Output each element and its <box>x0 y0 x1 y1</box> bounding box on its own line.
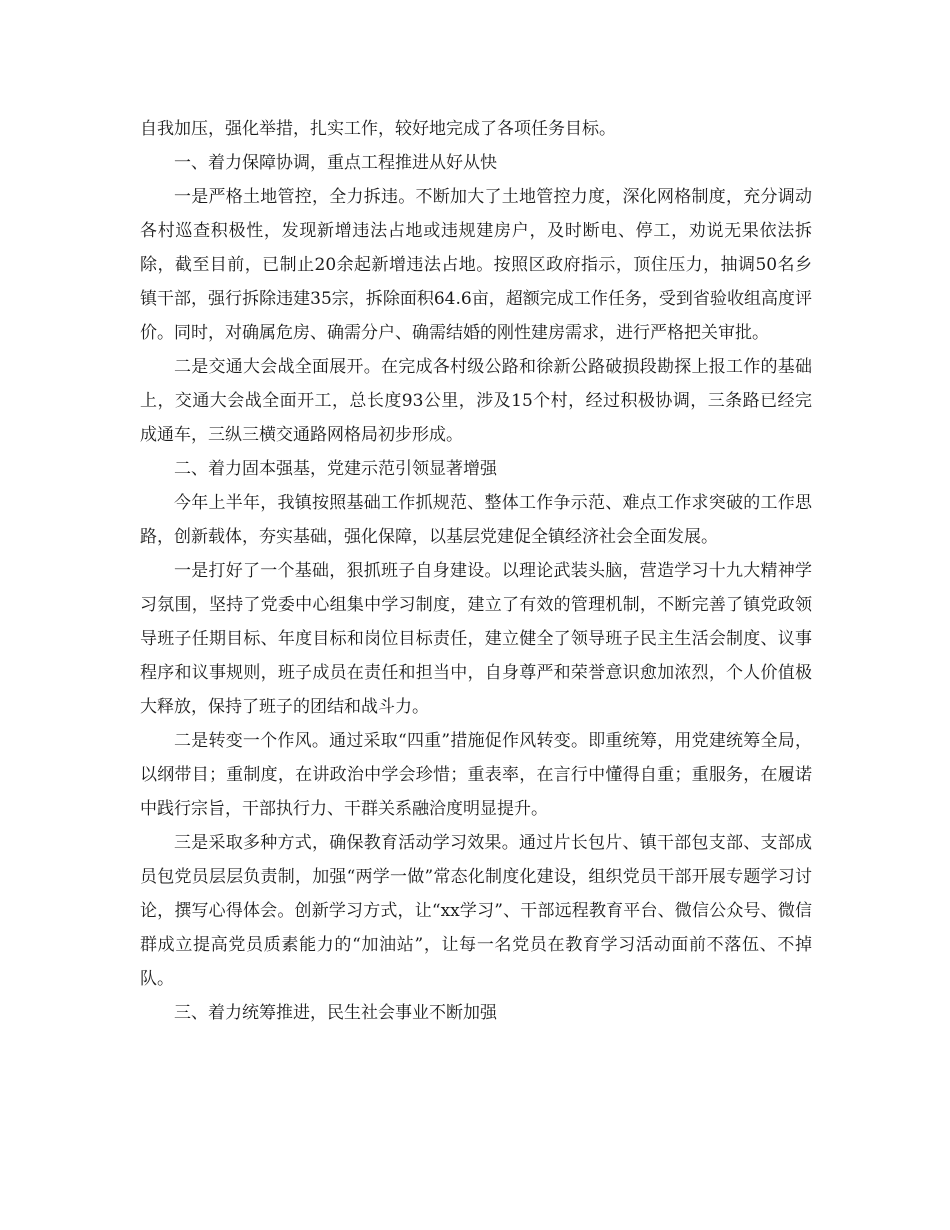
paragraph-continuation: 自我加压，强化举措，扎实工作，较好地完成了各项任务目标。 <box>140 119 616 139</box>
paragraph-education: 三是采取多种方式，确保教育活动学习效果。通过片长包片、镇干部包支部、支部成员包党员层层负责制，加强“两学一做”常态化制度化建设，组织党员干部开展专题学习讨论，撰写心得体会。创新学习方式，让“xx学习”、干部远程教育平台、微信公众号、微信群成立提高党员质素能力的“加油站”，让每一名党员在教育学习活动面前不落伍、不掉队。 <box>140 833 812 989</box>
paragraph-traffic: 二是交通大会战全面展开。在完成各村级公路和徐新公路破损段勘探上报工作的基础上，交通大会战全面开工，总长度93公里，涉及15个村，经过积极协调，三条路已经完成通车，三纵三横交通路网格局初步形成。 <box>140 357 812 445</box>
paragraph-party-building-intro: 今年上半年，我镇按照基础工作抓规范、整体工作争示范、难点工作求突破的工作思路，创新载体，夯实基础，强化保障，以基层党建促全镇经济社会全面发展。 <box>140 493 812 547</box>
document-page <box>140 112 812 1030</box>
section-heading-1: 一、着力保障协调，重点工程推进从好从快 <box>174 153 497 173</box>
paragraph-work-style: 二是转变一个作风。通过采取“四重”措施促作风转变。即重统筹，用党建统筹全局，以纲带目；重制度，在讲政治中学会珍惜；重表率，在言行中懂得自重；重服务，在履诺中践行宗旨，干部执行力、干群关系融洽度明显提升。 <box>140 731 812 819</box>
section-heading-3: 三、着力统筹推进，民生社会事业不断加强 <box>174 1003 497 1023</box>
section-heading-2: 二、着力固本强基，党建示范引领显著增强 <box>174 459 497 479</box>
paragraph-land-control: 一是严格土地管控，全力拆违。不断加大了土地管控力度，深化网格制度，充分调动各村巡查积极性，发现新增违法占地或违规建房户，及时断电、停工，劝说无果依法拆除，截至目前，已制止20余起新增违法占地。按照区政府指示，顶住压力，抽调50名乡镇干部，强行拆除违建35宗，拆除面积64.6亩，超额完成工作任务，受到省验收组高度评价。同时，对确属危房、确需分户、确需结婚的刚性建房需求，进行严格把关审批。 <box>140 187 812 343</box>
paragraph-team-building: 一是打好了一个基础，狠抓班子自身建设。以理论武装头脑，营造学习十九大精神学习氛围，坚持了党委中心组集中学习制度，建立了有效的管理机制，不断完善了镇党政领导班子任期目标、年度目标和岗位目标责任，建立健全了领导班子民主生活会制度、议事程序和议事规则，班子成员在责任和担当中，自身尊严和荣誉意识愈加浓烈，个人价值极大释放，保持了班子的团结和战斗力。 <box>140 561 812 717</box>
